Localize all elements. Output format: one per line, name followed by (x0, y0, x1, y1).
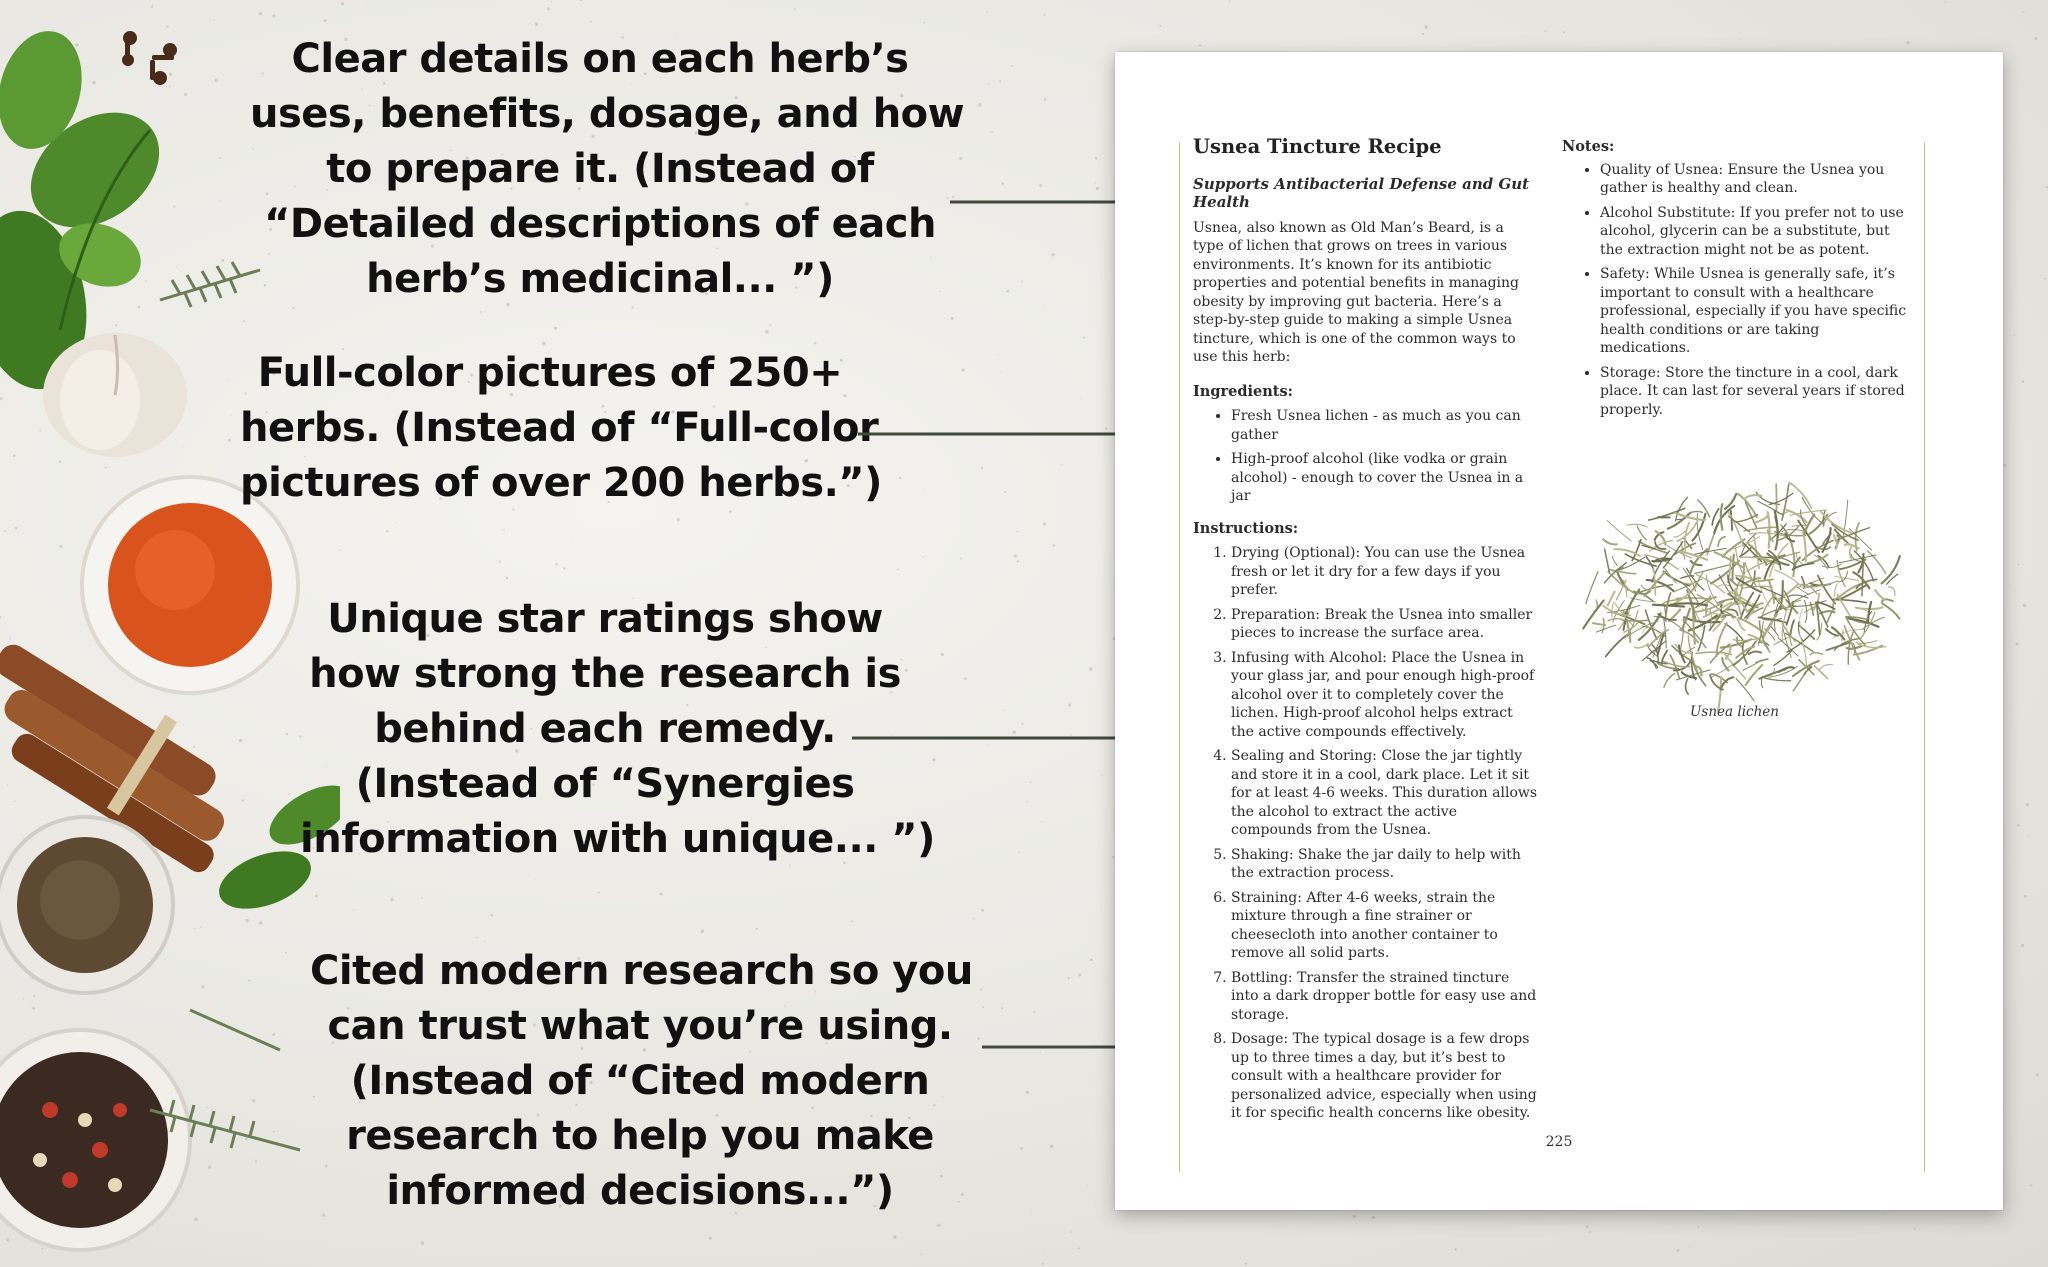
callout-line: herb’s medicinal... ”) (366, 256, 834, 302)
callout-line: “Detailed descriptions of each (264, 201, 936, 247)
list-item: 2. Preparation: Break the Usnea into smaller pieces to increase the surface area. (1231, 606, 1538, 643)
list-item: 6. Straining: After 4-6 weeks, strain the mixture through a fine strainer or cheesecloth into another container to remove all solid parts. (1231, 889, 1538, 963)
list-item: 1. Drying (Optional): You can use the Usnea fresh or let it dry for a few days if you prefer. (1231, 544, 1538, 600)
recipe-column (1193, 135, 1538, 1129)
notes-heading: Notes: (1562, 138, 1615, 155)
list-item: 5. Shaking: Shake the jar daily to help with the extraction process. (1231, 846, 1538, 883)
callout-line: research to help you make (346, 1113, 934, 1159)
callout-star-ratings (300, 592, 935, 867)
book-page (1115, 52, 2003, 1210)
column-rule (1924, 142, 1925, 1172)
recipe-subtitle: Supports Antibacterial Defense and Gut Health (1193, 174, 1530, 211)
callout-herb-details (250, 32, 965, 307)
image-caption: Usnea lichen (1690, 704, 1779, 720)
callout-line: herbs. (Instead of “Full-color (240, 405, 879, 451)
notes-column (1562, 138, 1907, 425)
list-item: • Alcohol Substitute: If you prefer not to use alcohol, glycerin can be a substitute, but the extraction might not be as potent. (1600, 204, 1907, 260)
cloves-icon (122, 31, 177, 85)
column-rule (1179, 142, 1180, 1172)
callout-line: Full-color pictures of 250+ (257, 350, 843, 396)
usnea-lichen-image (1578, 452, 1908, 742)
list-item: • Safety: While Usnea is generally safe, it’s important to consult with a healthcare professional, especially if you have specific health conditions or are taking medications. (1600, 265, 1907, 358)
ingredients-heading: Ingredients: (1193, 382, 1293, 400)
list-item: • High-proof alcohol (like vodka or grain alcohol) - enough to cover the Usnea in a jar (1231, 450, 1538, 506)
page-number: 225 (1545, 1134, 1573, 1150)
callout-line: information with unique... ”) (300, 816, 935, 862)
callout-line: can trust what you’re using. (327, 1003, 953, 1049)
callout-line: pictures of over 200 herbs.”) (240, 460, 882, 506)
callout-cited-research (310, 944, 973, 1219)
recipe-intro: Usnea, also known as Old Man’s Beard, is a type of lichen that grows on trees in various environments. It’s known for its antibiotic properties and potential benefits in managing obesity by improving gut bacteria. Here’s a step-by-step guide to making a simple Usnea tincture, which is one of the common ways to use this herb: (1193, 219, 1520, 365)
notes-list (1562, 161, 1907, 420)
list-item: • Fresh Usnea lichen - as much as you can gather (1231, 407, 1538, 444)
list-item: 7. Bottling: Transfer the strained tincture into a dark dropper bottle for easy use and storage. (1231, 969, 1538, 1025)
list-item: 3. Infusing with Alcohol: Place the Usnea in your glass jar, and pour enough high-proof alcohol over it to completely cover the lichen. High-proof alcohol helps extract the active compounds effectively. (1231, 649, 1538, 742)
callout-line: how strong the research is (309, 651, 901, 697)
callout-line: (Instead of “Synergies (355, 761, 855, 807)
peppercorn-bowl-icon (0, 1030, 190, 1250)
callout-line: uses, benefits, dosage, and how (250, 91, 965, 137)
list-item: • Quality of Usnea: Ensure the Usnea you gather is healthy and clean. (1600, 161, 1907, 198)
instructions-heading: Instructions: (1193, 519, 1299, 537)
callout-line: Unique star ratings show (327, 596, 883, 642)
ingredients-list (1193, 407, 1538, 506)
callout-line: Cited modern research so you (310, 948, 973, 994)
rosemary-sprig-icon (160, 262, 260, 307)
callout-line: Clear details on each herb’s (291, 36, 909, 82)
list-item: 8. Dosage: The typical dosage is a few drops up to three times a day, but it’s best to consult with a healthcare provider for personalized advice, especially when using it for specific health concerns like obesity. (1231, 1030, 1538, 1123)
recipe-title: Usnea Tincture Recipe (1193, 135, 1442, 158)
list-item: • Storage: Store the tincture in a cool, dark place. It can last for several years if stored properly. (1600, 364, 1907, 420)
instructions-list (1193, 544, 1538, 1123)
list-item: 4. Sealing and Storing: Close the jar tightly and store it in a cool, dark place. Let it sit for at least 4-6 weeks. This duration allows the alcohol to extract the active compounds from the Usnea. (1231, 747, 1538, 840)
callout-full-color-pictures (240, 346, 882, 511)
callout-line: informed decisions...”) (386, 1168, 894, 1214)
callout-line: to prepare it. (Instead of (326, 146, 874, 192)
callout-line: behind each remedy. (374, 706, 836, 752)
garlic-icon (43, 333, 187, 457)
cumin-bowl-icon (0, 817, 173, 993)
callout-line: (Instead of “Cited modern (350, 1058, 930, 1104)
